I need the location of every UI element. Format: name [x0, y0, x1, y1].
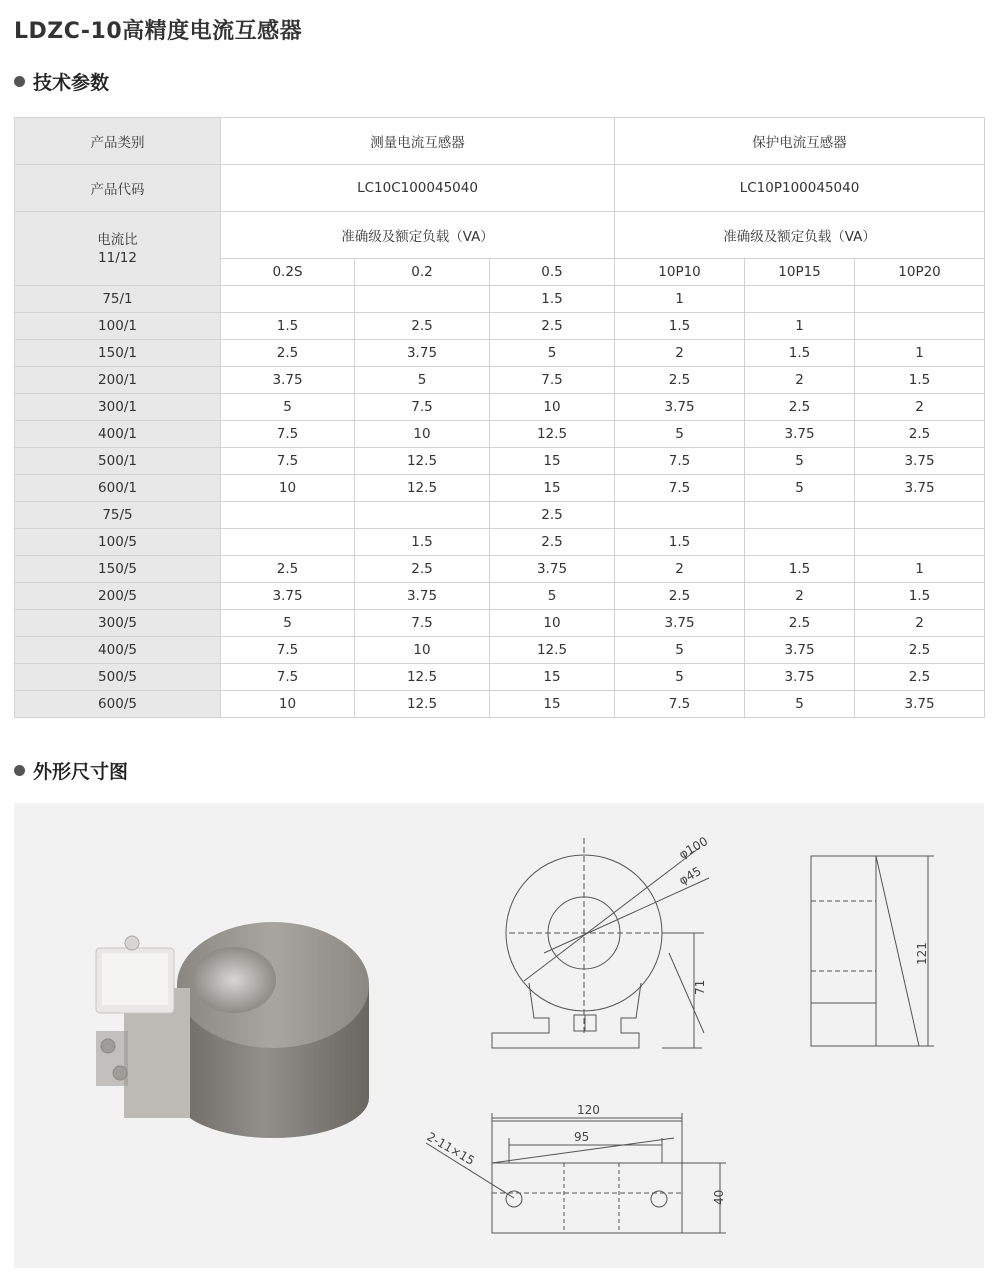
value-cell: 15: [490, 448, 615, 475]
value-cell: 3.75: [221, 367, 355, 394]
spec-table: [14, 117, 985, 718]
value-cell: 3.75: [745, 637, 855, 664]
value-cell: 2.5: [855, 421, 985, 448]
value-cell: [355, 502, 490, 529]
value-cell: 5: [355, 367, 490, 394]
value-cell: 7.5: [490, 367, 615, 394]
value-cell: 12.5: [355, 448, 490, 475]
value-cell: 1.5: [615, 529, 745, 556]
value-cell: 3.75: [745, 664, 855, 691]
value-cell: 1.5: [221, 313, 355, 340]
value-cell: 10: [490, 394, 615, 421]
section-outline-heading: [14, 757, 128, 784]
value-cell: [745, 502, 855, 529]
value-cell: [855, 502, 985, 529]
value-cell: 2.5: [855, 637, 985, 664]
value-cell: [855, 529, 985, 556]
value-cell: 2: [745, 583, 855, 610]
dim-hole-spacing: 95: [574, 1130, 590, 1144]
table-row: [15, 583, 985, 610]
table-row: [15, 340, 985, 367]
ratio-cell: 200/5: [15, 583, 221, 610]
table-row: [15, 394, 985, 421]
value-cell: [221, 502, 355, 529]
value-cell: 3.75: [615, 394, 745, 421]
dim-center-height: 71: [693, 979, 707, 995]
ratio-cell: 400/1: [15, 421, 221, 448]
value-cell: 3.75: [855, 448, 985, 475]
value-cell: 1.5: [855, 583, 985, 610]
value-cell: 5: [221, 610, 355, 637]
bullet-icon: [14, 76, 25, 87]
col-header: 10P15: [745, 259, 855, 286]
value-cell: 2: [745, 367, 855, 394]
ratio-cell: 300/1: [15, 394, 221, 421]
category-measure: 测量电流互感器: [221, 118, 615, 165]
ratio-sub: 11/12: [98, 249, 137, 266]
value-cell: 5: [490, 340, 615, 367]
value-cell: 2.5: [615, 367, 745, 394]
value-cell: 2.5: [490, 313, 615, 340]
col-header: 0.2S: [221, 259, 355, 286]
value-cell: 15: [490, 691, 615, 718]
value-cell: 1.5: [615, 313, 745, 340]
dim-holes: 2-11×15: [424, 1129, 478, 1168]
load-measure: 准确级及额定负载（VA）: [221, 212, 615, 259]
value-cell: 7.5: [221, 664, 355, 691]
value-cell: 1: [855, 340, 985, 367]
ratio-cell: 200/1: [15, 367, 221, 394]
value-cell: 2: [855, 394, 985, 421]
value-cell: 1: [745, 313, 855, 340]
table-row: [15, 529, 985, 556]
table-row: [15, 367, 985, 394]
ratio-cell: 100/5: [15, 529, 221, 556]
value-cell: 3.75: [615, 610, 745, 637]
table-row: [15, 691, 985, 718]
ratio-cell: 600/5: [15, 691, 221, 718]
table-row: [15, 664, 985, 691]
ratio-cell: 75/5: [15, 502, 221, 529]
value-cell: 2.5: [615, 583, 745, 610]
value-cell: [855, 313, 985, 340]
value-cell: 7.5: [615, 691, 745, 718]
value-cell: 15: [490, 475, 615, 502]
value-cell: 7.5: [221, 637, 355, 664]
value-cell: 12.5: [355, 691, 490, 718]
value-cell: 5: [615, 637, 745, 664]
table-row: [15, 475, 985, 502]
value-cell: 3.75: [855, 475, 985, 502]
outline-figure: [14, 803, 984, 1268]
value-cell: 12.5: [355, 664, 490, 691]
dim-base-depth: 40: [712, 1189, 726, 1205]
value-cell: 12.5: [355, 475, 490, 502]
table-row: [15, 286, 985, 313]
code-label: 产品代码: [15, 165, 221, 212]
value-cell: [745, 286, 855, 313]
value-cell: [221, 529, 355, 556]
value-cell: 7.5: [615, 475, 745, 502]
bullet-icon: [14, 765, 25, 776]
ratio-cell: 100/1: [15, 313, 221, 340]
value-cell: 7.5: [221, 448, 355, 475]
section-outline-label: 外形尺寸图: [33, 761, 129, 783]
ratio-cell: 500/5: [15, 664, 221, 691]
value-cell: 2: [615, 340, 745, 367]
value-cell: 5: [745, 475, 855, 502]
table-row: [15, 502, 985, 529]
value-cell: 10: [490, 610, 615, 637]
col-header: 10P10: [615, 259, 745, 286]
value-cell: 2: [855, 610, 985, 637]
value-cell: 3.75: [355, 583, 490, 610]
front-view: [492, 838, 709, 1048]
table-row: [15, 421, 985, 448]
load-protect: 准确级及额定负载（VA）: [615, 212, 985, 259]
value-cell: 5: [490, 583, 615, 610]
page-title: LDZC-10高精度电流互感器: [14, 19, 303, 44]
dim-side-height: 121: [915, 942, 929, 965]
section-spec-label: 技术参数: [33, 72, 110, 94]
value-cell: 1.5: [355, 529, 490, 556]
value-cell: 2.5: [490, 529, 615, 556]
value-cell: 5: [221, 394, 355, 421]
value-cell: [615, 502, 745, 529]
table-row: [15, 556, 985, 583]
value-cell: [355, 286, 490, 313]
row-code: [15, 165, 985, 212]
value-cell: 2.5: [355, 556, 490, 583]
value-cell: 2.5: [221, 340, 355, 367]
value-cell: 10: [221, 691, 355, 718]
value-cell: 1.5: [745, 340, 855, 367]
value-cell: 1: [615, 286, 745, 313]
table-row: [15, 313, 985, 340]
col-header: 0.2: [355, 259, 490, 286]
value-cell: 1: [855, 556, 985, 583]
value-cell: 3.75: [490, 556, 615, 583]
col-header: 10P20: [855, 259, 985, 286]
value-cell: 3.75: [221, 583, 355, 610]
value-cell: 10: [355, 421, 490, 448]
table-row: [15, 610, 985, 637]
value-cell: 3.75: [355, 340, 490, 367]
row-category: [15, 118, 985, 165]
value-cell: 1.5: [745, 556, 855, 583]
ratio-cell: 150/1: [15, 340, 221, 367]
value-cell: 10: [221, 475, 355, 502]
code-protect: LC10P100045040: [615, 165, 985, 212]
ratio-cell: 75/1: [15, 286, 221, 313]
col-header: 0.5: [490, 259, 615, 286]
value-cell: 2.5: [355, 313, 490, 340]
ratio-label-cell: [15, 212, 221, 286]
value-cell: 5: [745, 691, 855, 718]
ratio-cell: 400/5: [15, 637, 221, 664]
value-cell: 7.5: [221, 421, 355, 448]
ratio-label: 电流比: [97, 231, 138, 248]
value-cell: 12.5: [490, 421, 615, 448]
value-cell: 5: [615, 664, 745, 691]
value-cell: 7.5: [615, 448, 745, 475]
value-cell: [221, 286, 355, 313]
row-load-header: [15, 212, 985, 259]
value-cell: 12.5: [490, 637, 615, 664]
table-row: [15, 637, 985, 664]
value-cell: 1.5: [855, 367, 985, 394]
ratio-cell: 600/1: [15, 475, 221, 502]
value-cell: 3.75: [745, 421, 855, 448]
value-cell: 2.5: [745, 610, 855, 637]
value-cell: 3.75: [855, 691, 985, 718]
ratio-cell: 500/1: [15, 448, 221, 475]
dim-base-width: 120: [577, 1103, 600, 1117]
value-cell: [745, 529, 855, 556]
value-cell: 1.5: [490, 286, 615, 313]
outline-drawing: [14, 803, 984, 1268]
ratio-cell: 300/5: [15, 610, 221, 637]
section-spec-heading: [14, 68, 109, 95]
value-cell: 2.5: [490, 502, 615, 529]
value-cell: 7.5: [355, 394, 490, 421]
value-cell: 5: [615, 421, 745, 448]
value-cell: 2.5: [855, 664, 985, 691]
value-cell: 2.5: [221, 556, 355, 583]
value-cell: 5: [745, 448, 855, 475]
value-cell: 7.5: [355, 610, 490, 637]
ratio-cell: 150/5: [15, 556, 221, 583]
value-cell: 15: [490, 664, 615, 691]
value-cell: 2: [615, 556, 745, 583]
category-label: 产品类别: [15, 118, 221, 165]
dim-inner-diameter: φ45: [676, 863, 704, 888]
value-cell: 2.5: [745, 394, 855, 421]
code-measure: LC10C100045040: [221, 165, 615, 212]
value-cell: [855, 286, 985, 313]
dim-outer-diameter: φ100: [676, 834, 711, 862]
category-protect: 保护电流互感器: [615, 118, 985, 165]
table-row: [15, 448, 985, 475]
value-cell: 10: [355, 637, 490, 664]
product-photo: [96, 922, 369, 1138]
